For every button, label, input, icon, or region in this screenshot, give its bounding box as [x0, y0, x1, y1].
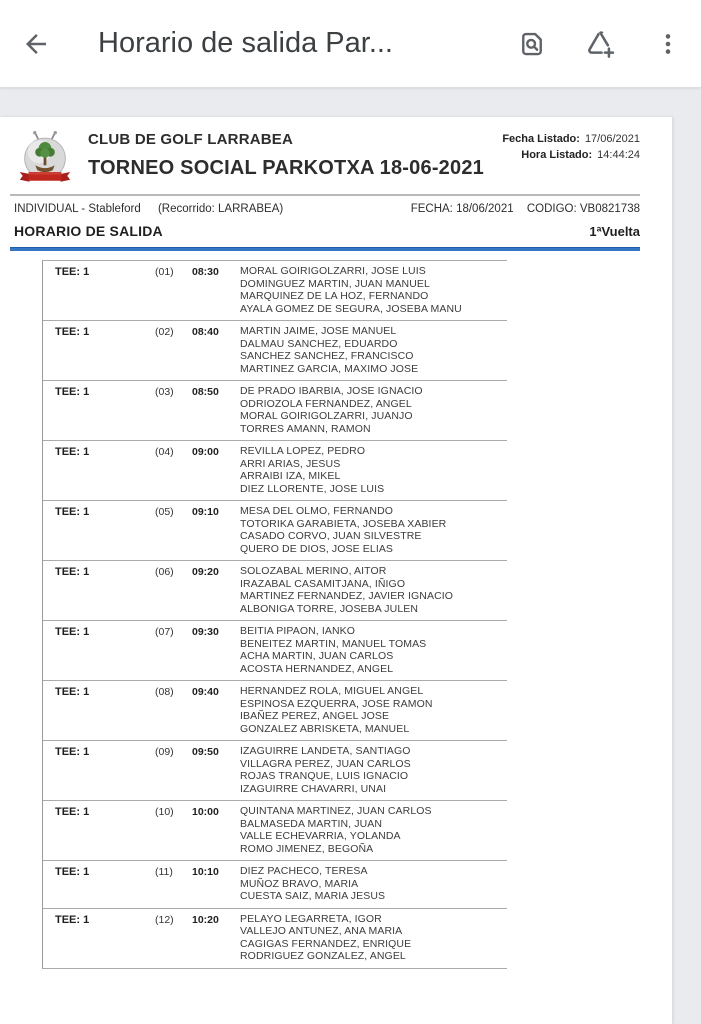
tee-time-row [43, 381, 507, 441]
section-title: HORARIO DE SALIDA [14, 223, 163, 239]
tee-time-row [43, 681, 507, 741]
player-name: ACOSTA HERNANDEZ, ANGEL [240, 662, 394, 675]
player-name: BENEITEZ MARTIN, MANUEL TOMAS [240, 637, 427, 650]
player-list [240, 385, 507, 435]
tee-time: 10:10 [192, 866, 219, 878]
club-name: CLUB DE GOLF LARRABEA [88, 131, 294, 148]
player-name: BEITIA PIPAON, IANKO [240, 625, 356, 637]
player-name: MUÑOZ BRAVO, MARIA [240, 877, 359, 890]
player-name: DE PRADO IBARBIA, JOSE IGNACIO [240, 385, 423, 397]
tee-time: 08:30 [192, 266, 219, 278]
player-name: CASADO CORVO, JUAN SILVESTRE [240, 530, 422, 542]
player-name: VALLE ECHEVARRIA, YOLANDA [240, 830, 401, 842]
group-number: (03) [155, 386, 174, 398]
player-name: HERNANDEZ ROLA, MIGUEL ANGEL [240, 685, 424, 697]
tee-time-row [43, 501, 507, 561]
player-name: IBAÑEZ PEREZ, ANGEL JOSE [240, 710, 390, 722]
add-to-drive-button[interactable] [581, 25, 619, 63]
tee-time: 09:50 [192, 746, 219, 758]
group-number: (06) [155, 566, 174, 578]
player-name: QUINTANA MARTINEZ, JUAN CARLOS [240, 805, 432, 817]
fecha-label: FECHA: [410, 203, 453, 215]
player-name: IRAZABAL CASAMITJANA, IÑIGO [240, 577, 406, 590]
player-list [240, 565, 507, 615]
tee-time-row [43, 861, 507, 909]
player-name: RODRIGUEZ GONZALEZ, ANGEL [240, 950, 406, 962]
group-number: (10) [155, 806, 174, 818]
tee-label: TEE: 1 [55, 446, 90, 458]
tee-label: TEE: 1 [55, 566, 90, 578]
player-name: MORAL GOIRIGOLZARRI, JOSE LUIS [240, 265, 426, 277]
group-number: (11) [155, 866, 173, 878]
group-number: (04) [155, 446, 174, 458]
player-name: DOMINGUEZ MARTIN, JUAN MANUEL [240, 277, 430, 290]
player-name: MESA DEL OLMO, FERNANDO [240, 505, 394, 517]
hora-listado-value: 14:44:24 [597, 149, 640, 161]
document-header [0, 117, 672, 187]
tee-time-row [43, 621, 507, 681]
tee-time: 10:00 [192, 806, 219, 818]
date-code-info [401, 203, 640, 215]
player-name: MARTINEZ GARCIA, MAXIMO JOSE [240, 362, 419, 375]
player-name: QUERO DE DIOS, JOSE ELIAS [240, 542, 394, 555]
fecha-listado-value: 17/06/2021 [584, 133, 640, 145]
player-name: ARRAIBI IZA, MIKEL [240, 470, 341, 482]
player-list [240, 913, 507, 963]
group-number: (08) [155, 686, 174, 698]
player-name: CUESTA SAIZ, MARIA JESUS [240, 890, 386, 902]
tee-time: 08:50 [192, 386, 219, 398]
player-name: ESPINOSA EZQUERRA, JOSE RAMON [240, 697, 433, 710]
player-list [240, 625, 507, 675]
tee-label: TEE: 1 [55, 686, 90, 698]
tee-time-row [43, 741, 507, 801]
tee-label: TEE: 1 [55, 506, 90, 518]
player-name: ROMO JIMENEZ, BEGOÑA [240, 842, 374, 855]
find-in-document-button[interactable] [513, 25, 551, 63]
tee-time: 08:40 [192, 326, 219, 338]
player-list [240, 325, 507, 375]
hora-listado-label: Hora Listado: [521, 149, 593, 161]
fecha-listado-label: Fecha Listado: [502, 133, 580, 145]
player-name: MARTINEZ FERNANDEZ, JAVIER IGNACIO [240, 590, 454, 602]
group-number: (01) [155, 266, 174, 278]
player-name: DIEZ LLORENTE, JOSE LUIS [240, 482, 385, 495]
round-label: 1ªVuelta [589, 224, 640, 239]
back-arrow-icon [21, 29, 51, 59]
player-list [240, 445, 507, 495]
recorrido-text: (Recorrido: LARRABEA) [157, 203, 284, 215]
player-name: ROJAS TRANQUE, LUIS IGNACIO [240, 770, 409, 782]
player-list [240, 505, 507, 555]
tee-time: 09:10 [192, 506, 219, 518]
group-number: (05) [155, 506, 174, 518]
fecha-value: 18/06/2021 [456, 203, 514, 215]
player-name: MARQUINEZ DE LA HOZ, FERNANDO [240, 290, 429, 302]
codigo-value: VB0821738 [579, 203, 640, 215]
add-to-drive-icon [584, 28, 616, 60]
player-list [240, 745, 507, 795]
tee-time-row [43, 909, 507, 969]
player-name: DIEZ PACHECO, TERESA [240, 865, 368, 877]
player-name: IZAGUIRRE LANDETA, SANTIAGO [240, 745, 411, 757]
find-in-document-icon [517, 29, 547, 59]
group-number: (02) [155, 326, 174, 338]
tee-time-row [43, 441, 507, 501]
player-name: VILLAGRA PEREZ, JUAN CARLOS [240, 757, 411, 770]
player-name: SANCHEZ SANCHEZ, FRANCISCO [240, 350, 414, 362]
player-list [240, 865, 507, 903]
overflow-menu-button[interactable] [649, 25, 687, 63]
player-name: REVILLA LOPEZ, PEDRO [240, 445, 366, 457]
player-name: ACHA MARTIN, JUAN CARLOS [240, 650, 394, 662]
player-name: ARRI ARIAS, JESUS [240, 457, 341, 470]
pdf-page [0, 117, 672, 1024]
accent-divider [10, 247, 640, 251]
document-title: Horario de salida Par... [98, 27, 393, 59]
player-name: SOLOZABAL MERINO, AITOR [240, 565, 387, 577]
format-info [14, 203, 283, 215]
player-list [240, 265, 507, 315]
player-name: CAGIGAS FERNANDEZ, ENRIQUE [240, 937, 412, 950]
tee-time-row [43, 801, 507, 861]
tee-label: TEE: 1 [55, 746, 90, 758]
player-name: TOTORIKA GARABIETA, JOSEBA XABIER [240, 517, 447, 530]
tee-label: TEE: 1 [55, 806, 90, 818]
listing-info [502, 125, 640, 165]
player-name: VALLEJO ANTUNEZ, ANA MARIA [240, 925, 403, 937]
club-crest-logo [14, 126, 76, 189]
competition-meta [0, 196, 672, 215]
tee-time-row [43, 261, 507, 321]
tee-label: TEE: 1 [55, 913, 90, 926]
group-number: (12) [155, 913, 174, 926]
app-bar-actions [513, 25, 687, 63]
player-name: TORRES AMANN, RAMON [240, 422, 371, 435]
tee-time: 10:20 [192, 913, 219, 926]
player-name: ODRIOZOLA FERNANDEZ, ANGEL [240, 397, 412, 410]
player-name: AYALA GOMEZ DE SEGURA, JOSEBA MANU [240, 302, 462, 315]
player-name: PELAYO LEGARRETA, IGOR [240, 912, 382, 925]
player-name: MORAL GOIRIGOLZARRI, JUANJO [240, 410, 413, 422]
group-number: (07) [155, 626, 174, 638]
tee-label: TEE: 1 [55, 266, 90, 278]
tee-time: 09:20 [192, 566, 219, 578]
tee-time: 09:00 [192, 446, 219, 458]
back-button[interactable] [18, 26, 54, 62]
tee-time: 09:30 [192, 626, 219, 638]
tee-table [42, 260, 507, 969]
tournament-title: TORNEO SOCIAL PARKOTXA 18-06-2021 [88, 157, 484, 179]
player-name: IZAGUIRRE CHAVARRI, UNAI [240, 782, 387, 795]
app-bar [0, 0, 701, 88]
codigo-label: CODIGO: [526, 203, 577, 215]
tee-time: 09:40 [192, 686, 219, 698]
player-name: MARTIN JAIME, JOSE MANUEL [240, 325, 397, 337]
tee-time-row [43, 321, 507, 381]
player-name: ALBONIGA TORRE, JOSEBA JULEN [240, 602, 419, 615]
section-header [0, 215, 672, 239]
player-list [240, 685, 507, 735]
format-text: INDIVIDUAL - Stableford [14, 203, 141, 215]
tee-label: TEE: 1 [55, 866, 90, 878]
tee-label: TEE: 1 [55, 386, 90, 398]
tee-time-row [43, 561, 507, 621]
group-number: (09) [155, 746, 174, 758]
tee-label: TEE: 1 [55, 326, 90, 338]
three-dot-menu-icon [655, 31, 681, 57]
player-list [240, 805, 507, 855]
tee-label: TEE: 1 [55, 626, 90, 638]
player-name: BALMASEDA MARTIN, JUAN [240, 817, 383, 830]
player-name: DALMAU SANCHEZ, EDUARDO [240, 337, 398, 350]
player-name: GONZALEZ ABRISKETA, MANUEL [240, 722, 410, 735]
